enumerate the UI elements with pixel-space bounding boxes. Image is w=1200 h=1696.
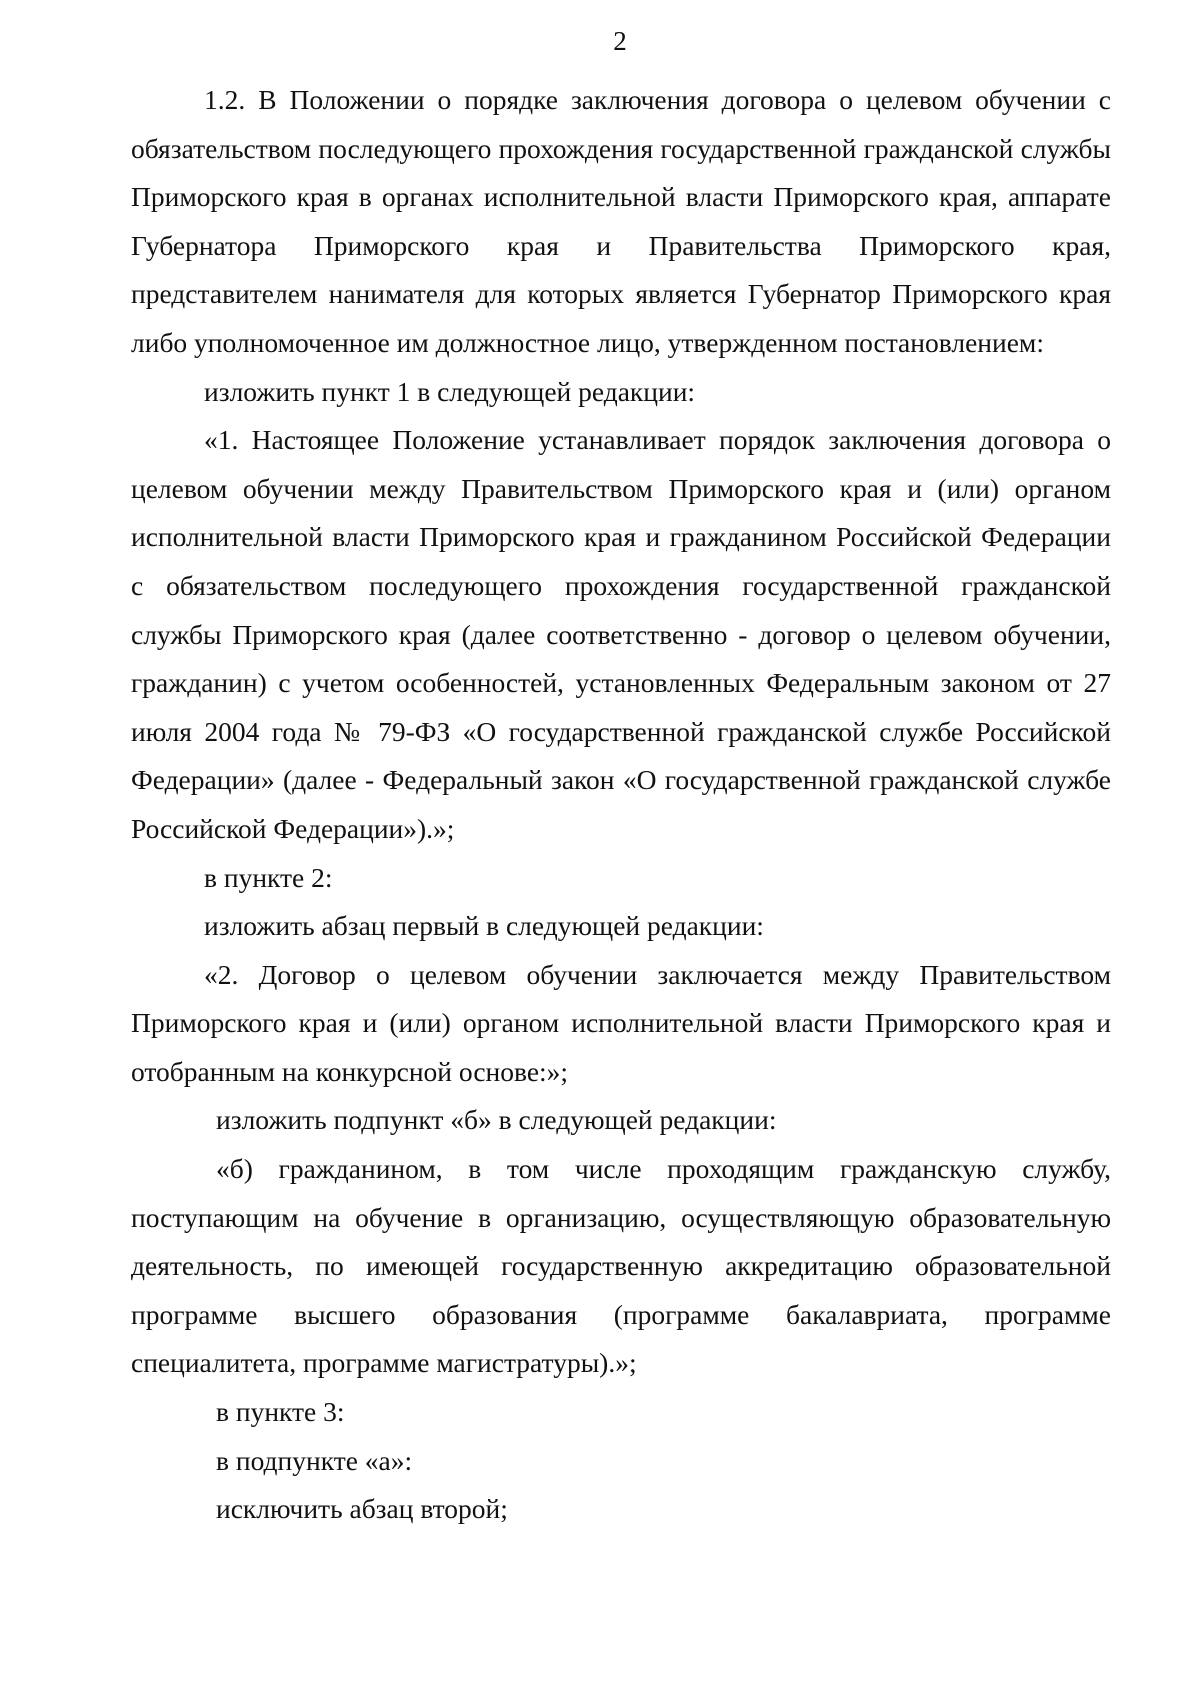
paragraph-new-point-2: «2. Договор о целевом обучении заключается между Правительством Приморского края и (или) органом исполнительной власти Приморского края и отобранным на конкурсной основе:»; xyxy=(131,958,1111,1087)
paragraph-new-subpoint-b: «б) гражданином, в том числе проходящим гражданскую службу, поступающим на обучение в организацию, осуществляющую образовательную деятельность, по имеющей государственную аккредитацию образовательной программе высшего образования (программе бакалавриата, программе специалитета, программе магистратуры).»; xyxy=(131,1153,1111,1379)
paragraph-in-point-3: в пункте 3: xyxy=(216,1396,345,1428)
paragraph-exclude-second-abzac: исключить абзац второй; xyxy=(216,1493,508,1525)
paragraph-new-point-1: «1. Настоящее Положение устанавливает порядок заключения договора о целевом обучении между Правительством Приморского края и (или) органом исполнительной власти Приморского края и гражданином Российской Федерации с обязательством последующего прохождения государственной гражданской службы Приморского края (далее соответственно - договор о целевом обучении, гражданин) с учетом особенностей, установленных Федеральным законом от 27 июля 2004 года № 79-ФЗ «О государственной гражданской службе Российской Федерации» (далее - Федеральный закон «О государственной гражданской службе Российской Федерации»).»; xyxy=(131,424,1111,844)
paragraph-in-subpoint-a: в подпункте «а»: xyxy=(216,1444,413,1476)
paragraph-instruction-point-1: изложить пункт 1 в следующей редакции: xyxy=(204,375,696,407)
paragraph-section-1-2: 1.2. В Положении о порядке заключения договора о целевом обучении с обязательством последующего прохождения государственной гражданской службы Приморского края в органах исполнительной власти Приморского края, аппарате Губернатора Приморского края и Правительства Приморского края, представителем нанимателя для которых является Губернатор Приморского края либо уполномоченное им должностное лицо, утвержденном постановлением: xyxy=(131,84,1111,358)
document-body xyxy=(131,76,1111,1534)
paragraph-in-point-2: в пункте 2: xyxy=(204,861,333,893)
paragraph-instruction-first-abzac: изложить абзац первый в следующей редакции: xyxy=(204,910,764,942)
page-number: 2 xyxy=(613,26,627,56)
paragraph-instruction-subpoint-b: изложить подпункт «б» в следующей редакции: xyxy=(216,1104,777,1136)
